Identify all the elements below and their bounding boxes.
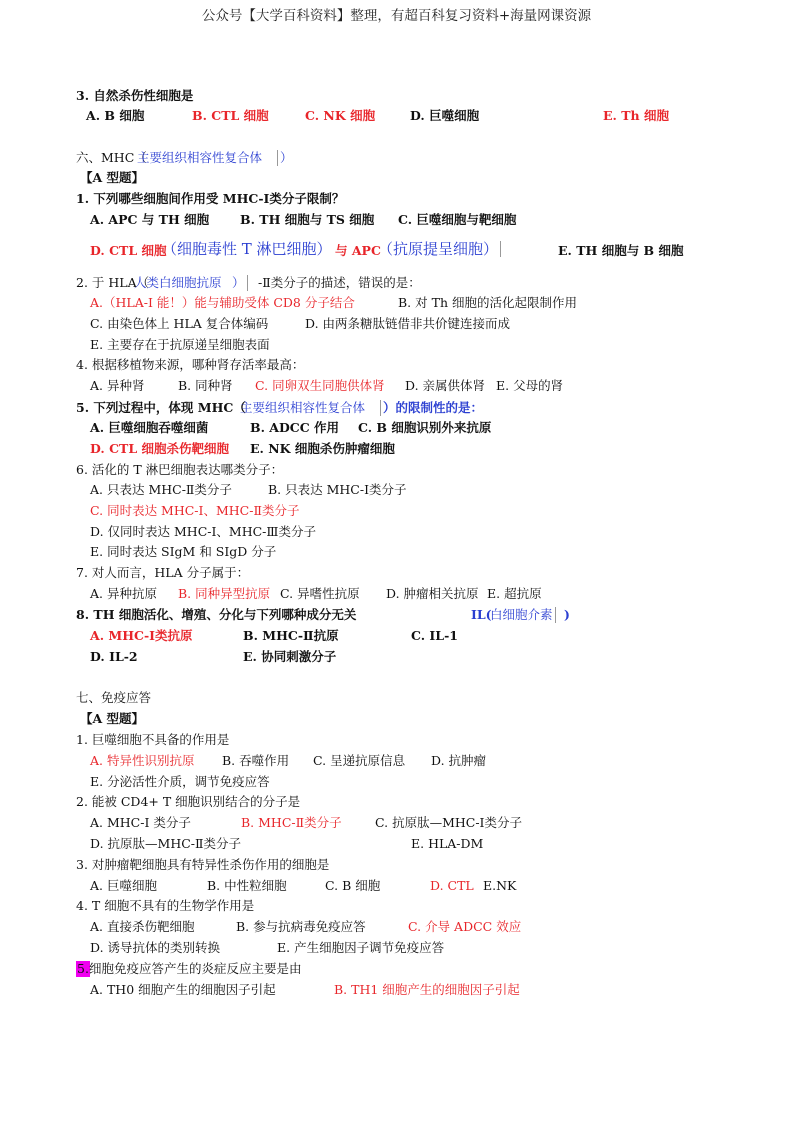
text-segment: C. 抗原肽—MHC-Ⅰ类分子 [375, 815, 522, 830]
text-segment: 2. 于 HLA（ [76, 275, 150, 290]
text-segment: B. 对 Th 细胞的活化起限制作用 [398, 295, 577, 310]
text-segment: ） [277, 150, 293, 166]
text-segment: E. 超抗原 [487, 586, 542, 601]
answer-text: A. 特异性识别抗原 [90, 753, 195, 768]
text-segment: -Ⅱ类分子的描述，错误的是： [258, 275, 421, 290]
text-segment: D. 亲属供体肾 [405, 378, 486, 393]
text-segment: D. 由两条糖肽链借非共价键连接而成 [305, 316, 511, 331]
text-segment: 8. TH 细胞活化、增殖、分化与下列哪种成分无关 [76, 607, 357, 622]
text-segment: ） [232, 275, 248, 291]
answer-text: D. CTL 细胞杀伤靶细胞 [90, 441, 229, 456]
text-segment: A. APC 与 TH 细胞 [90, 212, 210, 227]
answer-text: C. NK 细胞 [305, 108, 376, 123]
text-segment: 5. 下列过程中，体现 MHC（ [76, 400, 246, 415]
text-segment: C. B 细胞识别外来抗原 [358, 420, 492, 435]
text-segment: 1. 巨噬细胞不具备的作用是 [76, 732, 230, 747]
text-segment: D. 抗原肽—MHC-Ⅱ类分子 [90, 836, 242, 851]
text-segment: B. 同种肾 [178, 378, 233, 393]
text-segment: （细胞毒性 T 淋巴细胞） [162, 240, 332, 258]
text-segment: 1. 下列哪些细胞间作用受 MHC-Ⅰ类分子限制？ [76, 191, 345, 206]
text-segment: E. 协同刺激分子 [243, 649, 337, 664]
text-segment: 4. 根据移植物来源，哪种肾存活率最高： [76, 357, 305, 372]
text-segment: E.NK [483, 878, 517, 893]
answer-text: D. CTL 细胞 [90, 243, 167, 258]
text-segment: E. 同时表达 SIgM 和 SIgD 分子 [90, 544, 277, 559]
text-segment: E. NK 细胞杀伤肿瘤细胞 [250, 441, 395, 456]
answer-text: B. CTL 细胞 [192, 108, 269, 123]
text-segment: 3. 自然杀伤性细胞是 [76, 88, 194, 103]
text-segment: E. TH 细胞与 B 细胞 [558, 243, 684, 258]
text-segment: C. IL-1 [411, 628, 458, 643]
text-segment: 人类白细胞抗原 [134, 275, 222, 290]
answer-text: C. 同卵双生同胞供体肾 [255, 378, 385, 393]
text-segment: B. 只表达 MHC-Ⅰ类分子 [268, 482, 407, 497]
text-segment: B. TH 细胞与 TS 细胞 [240, 212, 375, 227]
text-segment: E. 主要存在于抗原递呈细胞表面 [90, 337, 270, 352]
text-segment: C. B 细胞 [325, 878, 381, 893]
text-segment: 6. 活化的 T 淋巴细胞表达哪类分子： [76, 462, 284, 477]
text-segment: A. 巨噬细胞吞噬细菌 [90, 420, 209, 435]
text-segment: 【A 型题】 [80, 711, 145, 726]
answer-text: C. 同时表达 MHC-Ⅰ、MHC-Ⅱ类分子 [90, 503, 300, 518]
text-segment: 【A 型题】 [80, 170, 145, 185]
text-segment: 4. T 细胞不具有的生物学作用是 [76, 898, 255, 913]
text-segment: C. 异嗜性抗原 [280, 586, 360, 601]
text-segment: A. 异种抗原 [90, 586, 157, 601]
text-segment: 六、MHC（ [76, 150, 147, 165]
text-segment: 3. 对肿瘤靶细胞具有特异性杀伤作用的细胞是 [76, 857, 330, 872]
text-segment: A. B 细胞 [86, 108, 145, 123]
text-segment: B. 参与抗病毒免疫应答 [236, 919, 366, 934]
text-segment: 主要组织相容性复合体 [137, 150, 263, 165]
answer-text: E. Th 细胞 [603, 108, 669, 123]
answer-text: C. 介导 ADCC 效应 [408, 919, 522, 934]
text-segment: 5. [77, 961, 89, 976]
answer-text: A.（HLA-I 能！）能与辅助受体 CD8 分子结合 [90, 295, 355, 310]
text-segment: 7. 对人而言，HLA 分子属于： [76, 565, 250, 580]
text-segment: D. 巨噬细胞 [410, 108, 480, 123]
text-segment: B. ADCC 作用 [250, 420, 340, 435]
text-segment: B. 中性粒细胞 [207, 878, 287, 893]
text-segment: C. 巨噬细胞与靶细胞 [398, 212, 517, 227]
text-segment: B. MHC-Ⅱ抗原 [243, 628, 339, 643]
text-segment: E. 产生细胞因子调节免疫应答 [277, 940, 445, 955]
text-segment: D. 肿瘤相关抗原 [386, 586, 479, 601]
text-segment: C. 呈递抗原信息 [313, 753, 406, 768]
text-segment: A. 巨噬细胞 [90, 878, 157, 893]
text-segment: A. MHC-Ⅰ 类分子 [90, 815, 191, 830]
text-segment: D. 诱导抗体的类别转换 [90, 940, 221, 955]
text-segment: B. 吞噬作用 [222, 753, 290, 768]
text-segment: A. 异种肾 [90, 378, 145, 393]
text-segment: 七、免疫应答 [76, 690, 152, 705]
text-segment: （抗原提呈细胞） [378, 241, 501, 257]
text-segment: E. 父母的肾 [496, 378, 564, 393]
answer-text: B. TH1 细胞产生的细胞因子引起 [334, 982, 520, 997]
answer-text: 与 APC [335, 243, 381, 258]
text-segment: D. 仅同时表达 MHC-Ⅰ、MHC-Ⅲ类分子 [90, 524, 316, 539]
text-segment: A. TH0 细胞产生的细胞因子引起 [90, 982, 276, 997]
text-segment: IL( [471, 607, 492, 622]
answer-text: B. MHC-Ⅱ类分子 [241, 815, 342, 830]
text-segment: 细胞免疫应答产生的炎症反应主要是由 [89, 961, 302, 976]
text-segment: 2. 能被 CD4+ T 细胞识别结合的分子是 [76, 794, 301, 809]
answer-text: B. 同种异型抗原 [178, 586, 271, 601]
text-segment: 主要组织相容性复合体 [240, 400, 366, 415]
text-segment: ）的限制性的是： [380, 400, 483, 416]
text-segment: D. IL-2 [90, 649, 138, 664]
page-header: 公众号【大学百科资料】整理，有超百科复习资料+海量网课资源 [201, 8, 592, 24]
answer-text: D. CTL [430, 878, 474, 893]
answer-text: A. MHC-Ⅰ类抗原 [90, 628, 193, 643]
text-segment: E. 分泌活性介质，调节免疫应答 [90, 774, 270, 789]
text-segment: E. HLA-DM [411, 836, 484, 851]
text-segment: ) [564, 607, 570, 622]
text-segment: D. 抗肿瘤 [431, 753, 487, 768]
text-segment: 白细胞介素 [490, 607, 556, 623]
text-segment: C. 由染色体上 HLA 复合体编码 [90, 316, 269, 331]
text-segment: A. 直接杀伤靶细胞 [90, 919, 195, 934]
text-segment: A. 只表达 MHC-Ⅱ类分子 [90, 482, 232, 497]
